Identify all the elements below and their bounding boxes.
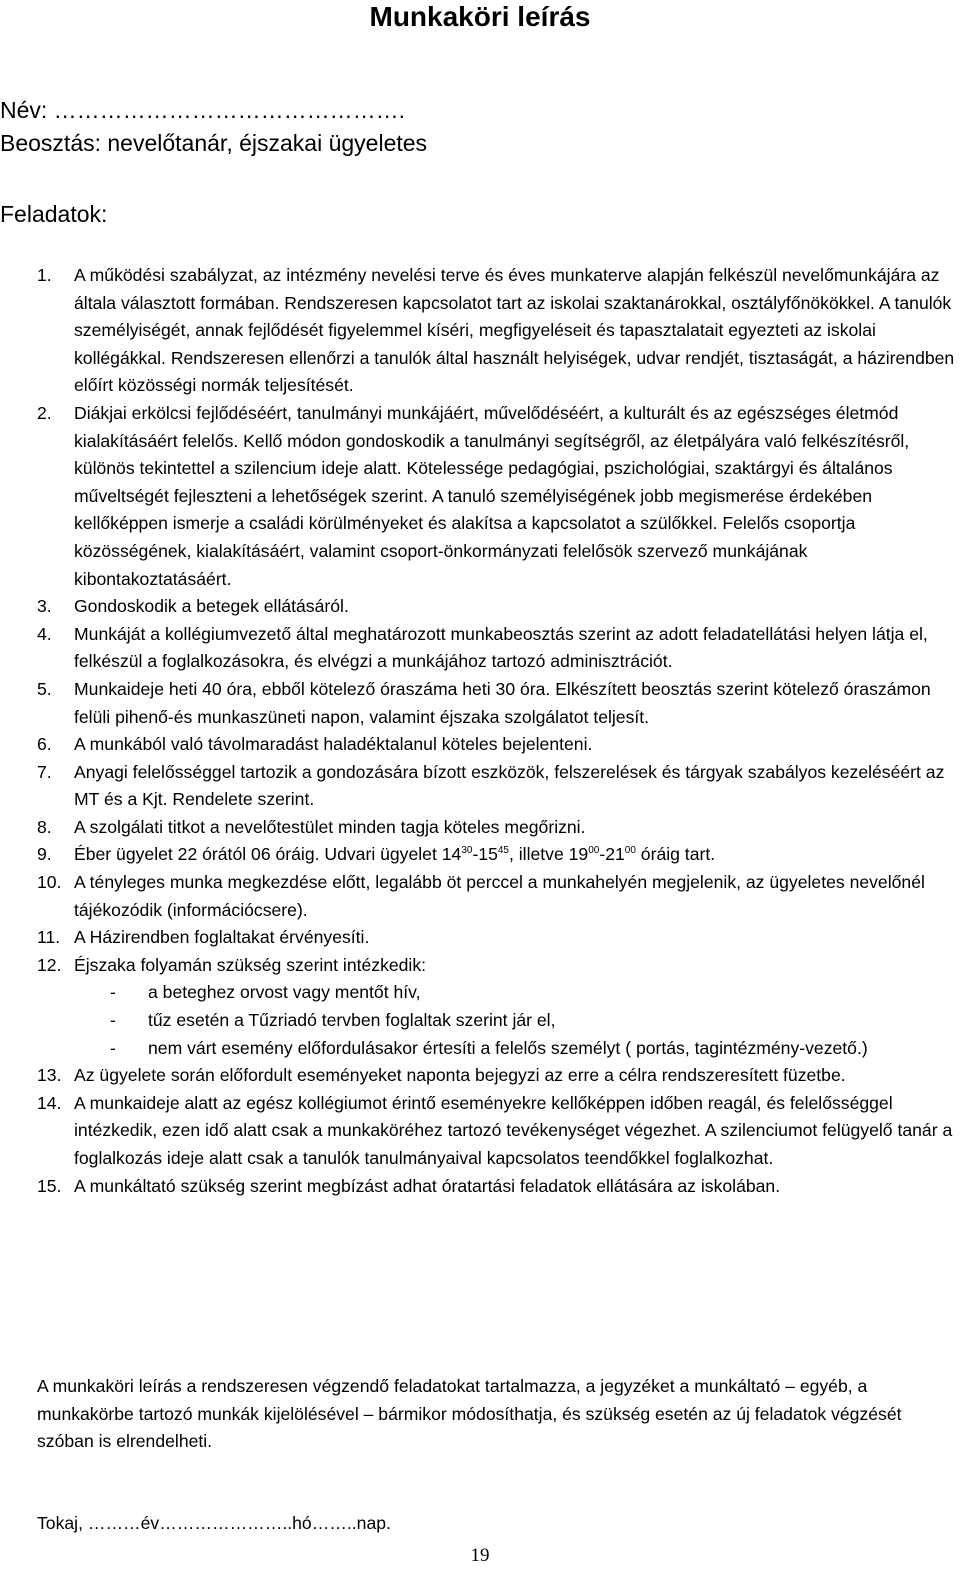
- list-item: [0, 400, 958, 593]
- list-item: [0, 621, 958, 676]
- item-number: 12.: [37, 954, 62, 975]
- item-text: Munkaideje heti 40 óra, ebből kötelező óraszáma heti 30 óra. Elkészített beosztás szerint kötelező óraszámon felüli pihenő-és munkaszüneti napon, valamint éjszaka szolgálatot teljesít.: [74, 678, 931, 727]
- bullet-dash: -: [110, 1010, 116, 1031]
- list-item: [0, 814, 958, 842]
- item-text: Éber ügyelet 22 órától 06 óráig. Udvari ügyelet $14^{30}-15^{45}$, illetve $19^{00}-21^{00}$ óráig tart.: [74, 844, 716, 865]
- list-item: [0, 676, 958, 731]
- list-item: [0, 1090, 958, 1173]
- item-number: 2.: [37, 402, 52, 423]
- item-text: A munkából való távolmaradást haladéktalanul köteles bejelenteni.: [74, 734, 593, 755]
- superscript: 00: [588, 845, 600, 857]
- item-text: Gondoskodik a betegek ellátásáról.: [74, 596, 349, 617]
- document-title: Munkaköri leírás: [369, 1, 591, 32]
- item-text: A tényleges munka megkezdése előtt, legalább öt perccel a munkahelyén megjelenik, az ügyeletes nevelőnél tájékozódik (információcsere).: [74, 872, 925, 920]
- item-text: Munkáját a kollégiumvezető által meghatározott munkabeosztás szerint az adott feladatellátási helyen látja el, felkészül a foglalkozásokra, és elvégzi a munkájához tartozó adminisztrációt.: [74, 623, 928, 672]
- sub-item-text: nem várt esemény előfordulásakor értesíti a felelős személyt ( portás, tagintézmény-vezető.): [148, 1037, 868, 1058]
- sub-list-item: [0, 1007, 958, 1035]
- sub-list-item: [0, 1035, 958, 1063]
- item-number: 13.: [37, 1065, 62, 1086]
- closing-paragraph: A munkaköri leírás a rendszeresen végzendő feladatokat tartalmazza, a jegyzéket a munkáltató – egyéb, a munkakörbe tartozó munkák kijelölésével – bármikor módosíthatja, és szükség esetén az új feladatok végzését szóban is elrendelheti.: [37, 1376, 902, 1452]
- sub-list-item: [0, 979, 958, 1007]
- bullet-dash: -: [110, 982, 116, 1003]
- signature-line: Tokaj, ………év…………………..hó……..nap.: [37, 1513, 391, 1533]
- superscript: 00: [624, 845, 636, 857]
- item-number: 6.: [37, 734, 52, 755]
- list-item: [0, 1062, 958, 1090]
- item-number: 7.: [37, 761, 52, 782]
- item-number: 9.: [37, 844, 52, 865]
- item-number: 4.: [37, 623, 52, 644]
- position-line: Beosztás: nevelőtanár, éjszakai ügyeletes: [0, 130, 428, 156]
- list-item: [0, 869, 958, 924]
- superscript: 30: [461, 845, 473, 857]
- item-number: 3.: [37, 596, 52, 617]
- item-number: 10.: [37, 872, 62, 893]
- list-item: [0, 759, 958, 814]
- item-text: Éjszaka folyamán szükség szerint intézkedik:: [74, 954, 427, 975]
- sub-item-text: tűz esetén a Tűzriadó tervben foglaltak szerint jár el,: [148, 1010, 556, 1031]
- item-text: Az ügyelete során előfordult eseményeket naponta bejegyzi az erre a célra rendszeresített füzetbe.: [74, 1065, 846, 1086]
- list-item: [0, 262, 958, 400]
- list-item: [0, 841, 958, 869]
- list-item: [0, 1173, 958, 1201]
- list-item: [0, 952, 958, 980]
- task-list: [0, 262, 958, 1200]
- item-text: Anyagi felelősséggel tartozik a gondozására bízott eszközök, felszerelések és tárgyak szabályos kezeléséért az MT és a Kjt. Rendelete szerint.: [74, 761, 945, 810]
- name-line: Név: ……………………………………….: [0, 97, 406, 123]
- item-number: 8.: [37, 816, 52, 837]
- superscript: 45: [497, 845, 509, 857]
- list-item: [0, 731, 958, 759]
- item-number: 1.: [37, 265, 52, 285]
- item-text: A munkaideje alatt az egész kollégiumot érintő eseményekre kellőképpen időben reagál, és felelősséggel intézkedik, ezen idő alatt csak a munkaköréhez tartozó tevékenységet végezhet. A szilenciumot felügyelő tanár a foglalkozás ideje alatt csak a tanulók tanulmányaival kapcsolatos teendőkkel foglalkozhat.: [74, 1092, 953, 1168]
- item-number: 14.: [37, 1092, 62, 1113]
- item-text: A munkáltató szükség szerint megbízást adhat óratartási feladatok ellátására az iskolában.: [74, 1175, 781, 1196]
- tasks-heading: Feladatok:: [0, 201, 108, 227]
- item-number: 15.: [37, 1175, 62, 1196]
- sub-item-text: a beteghez orvost vagy mentőt hív,: [148, 982, 421, 1003]
- item-number: 5.: [37, 678, 52, 699]
- item-text: A szolgálati titkot a nevelőtestület minden tagja köteles megőrizni.: [74, 816, 586, 837]
- item-text: A működési szabályzat, az intézmény nevelési terve és éves munkaterve alapján felkészül nevelőmunkájára az általa választott formában. Rendszeresen kapcsolatot tart az iskolai szaktanárokkal, osztályfőnökökkel. A tanulók személyiségét, annak fejlődését figyelemmel kíséri, megfigyeléseit és tapasztalatait egyezteti az iskolai kollégákkal. Rendszeresen ellenőrzi a tanulók által használt helyiségek, udvar rendjét, tisztaságát, a házirendben előírt közösségi normák teljesítését.: [74, 265, 955, 396]
- bullet-dash: -: [110, 1037, 116, 1058]
- item-number: 11.: [37, 927, 61, 948]
- item-text: A Házirendben foglaltakat érvényesíti.: [74, 927, 370, 948]
- list-item: [0, 924, 958, 952]
- item-text: Diákjai erkölcsi fejlődéséért, tanulmányi munkájáért, művelődéséért, a kulturált és az egészséges életmód kialakításáért felelős. Kellő módon gondoskodik a tanulmányi segítségről, az életpályára való felkészítésről, különös tekintettel a szilencium ideje alatt. Kötelessége pedagógiai, pszichológiai, szaktárgyi és általános műveltségét fejleszteni a lehetőségek szerint. A tanuló személyiségének jobb megismerése érdekében kellőképpen ismerje a családi körülményeket és alakítsa a kapcsolatot a szülőkkel. Felelős csoportja közösségének, kialakításáért, valamint csoport-önkormányzati felelősök szervező munkájának kibontakoztatásáért.: [74, 402, 910, 589]
- list-item: [0, 593, 958, 621]
- page-number: 19: [470, 1545, 490, 1566]
